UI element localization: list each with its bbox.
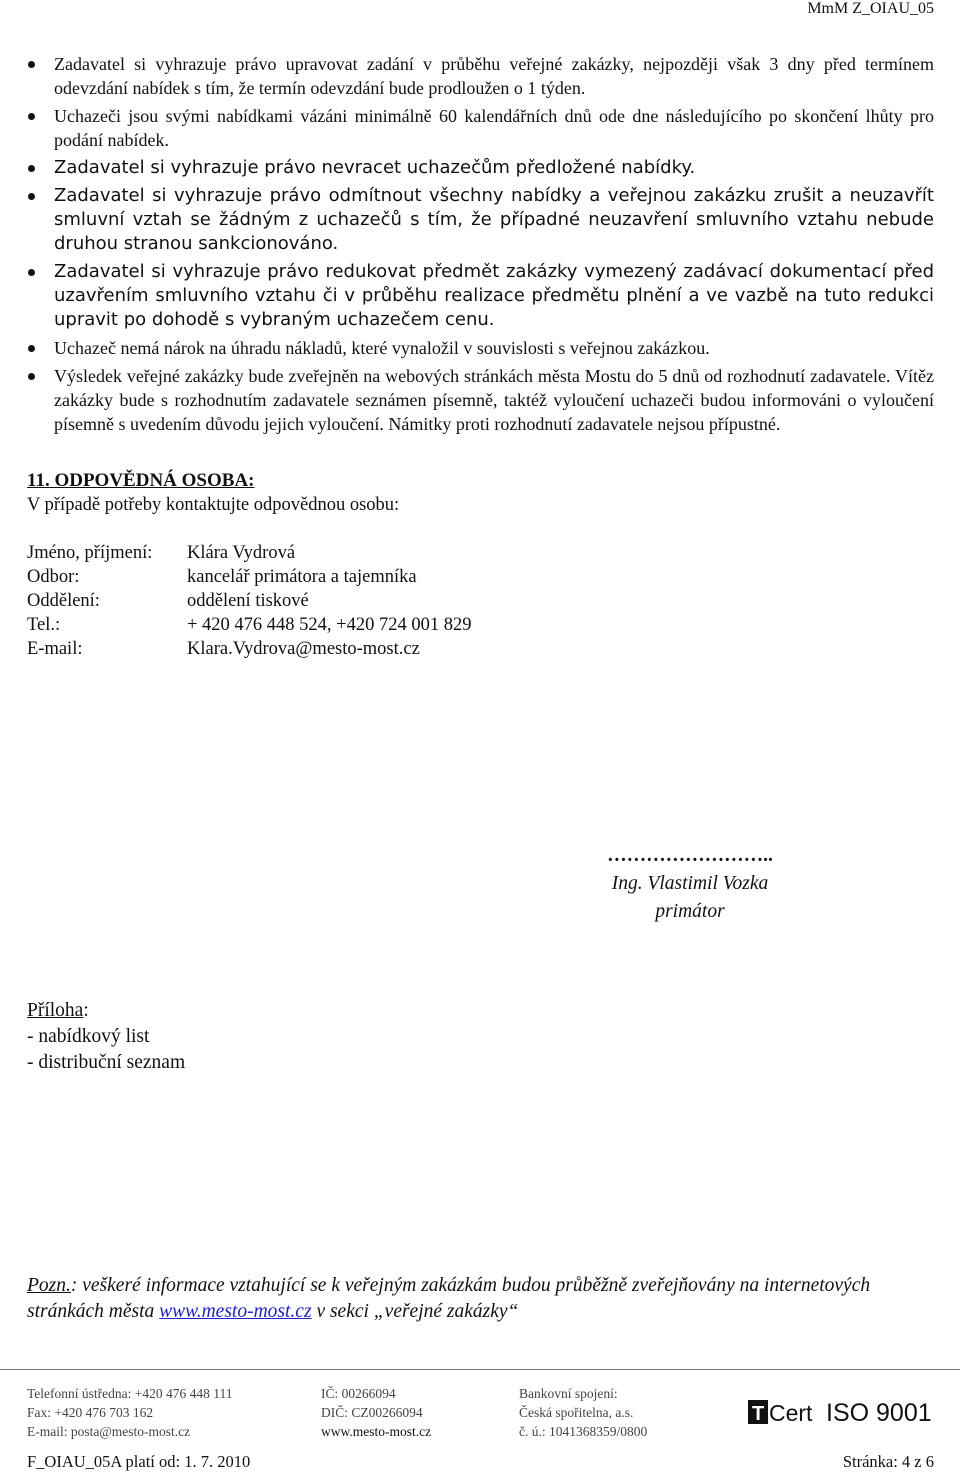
list-item [28, 184, 934, 256]
footer-phone: Telefonní ústředna: +420 476 448 111 [27, 1386, 233, 1401]
footer-fax: Fax: +420 476 703 162 [27, 1405, 154, 1420]
footer-email[interactable]: E-mail: posta@mesto-most.cz [27, 1424, 191, 1439]
signature-block [540, 842, 840, 926]
footer-id-column [321, 1384, 431, 1441]
bullet-icon [28, 269, 35, 276]
list-item [28, 52, 934, 100]
contact-email[interactable]: Klara.Vydrova@mesto-most.cz [187, 639, 420, 659]
footer-dic: DIČ: CZ00266094 [321, 1405, 423, 1420]
list-item-text: Zadavatel si vyhrazuje právo upravovat zadání v průběhu veřejné zakázky, nejpozději však 3 dny před termínem odevzdání nabídek s tím, že termín odevzdání bude prodloužen o 1 týden. [54, 54, 934, 98]
document-code: MmM Z_OIAU_05 [807, 0, 934, 17]
list-item-text: Zadavatel si vyhrazuje právo odmítnout všechny nabídky a veřejnou zakázku zrušit a neuzavřít smluvní vztah se žádným z uchazečů s tím, že případné neuzavření smluvního vztahu nebude druhou stranou sankcionováno. [54, 185, 934, 254]
table-row [27, 613, 472, 637]
footer-account: č. ú.: 1041368359/0800 [519, 1424, 648, 1439]
contact-value: kancelář primátora a tajemníka [187, 567, 417, 587]
attachments [27, 998, 185, 1076]
note-tail: v sekci „veřejné zakázky“ [311, 1301, 519, 1322]
footer-contact-column [27, 1384, 233, 1441]
logo-iso-text: ISO 9001 [826, 1399, 932, 1426]
footer-website[interactable]: www.mesto-most.cz [321, 1424, 432, 1439]
contact-label: Oddělení: [27, 591, 100, 611]
table-row [27, 589, 472, 613]
footer-ico: IČ: 00266094 [321, 1386, 396, 1401]
note-lead: Pozn. [27, 1275, 71, 1296]
list-item-text: Zadavatel si vyhrazuje právo nevracet uchazečům předložené nabídky. [54, 157, 696, 178]
list-item-text: Uchazeč nemá nárok na úhradu nákladů, které vynaložil v souvislosti s veřejnou zakázkou. [54, 338, 710, 358]
conditions-list [28, 52, 934, 440]
list-item [28, 364, 934, 436]
website-link[interactable]: www.mesto-most.cz [159, 1301, 312, 1322]
contact-label: Odbor: [27, 567, 80, 587]
section-intro: V případě potřeby kontaktujte odpovědnou osobu: [27, 495, 400, 515]
list-item-text: Zadavatel si vyhrazuje právo redukovat předmět zakázky vymezený zadávací dokumentací před uzavřením smluvního vztahu či v průběhu realizace předmětu plnění a ve vazbě na tuto redukci upravit po dohodě s vybraným uchazečem cenu. [54, 261, 934, 330]
attachment-item: - distribuční seznam [27, 1052, 186, 1073]
attachments-label: Příloha [27, 1000, 84, 1021]
list-item [28, 156, 934, 180]
bullet-icon [28, 345, 35, 352]
signatory-name: Ing. Vlastimil Vozka [611, 873, 769, 894]
svg-text:T: T [752, 1403, 765, 1425]
list-item [28, 104, 934, 152]
section-title: ODPOVĚDNÁ OSOBA: [54, 470, 255, 491]
list-item-text: Uchazeči jsou svými nabídkami vázáni minimálně 60 kalendářních dnů ode dne následujícího po skončení lhůty pro podání nabídek. [54, 106, 934, 150]
contact-value: oddělení tiskové [187, 591, 309, 611]
bullet-icon [28, 193, 35, 200]
contact-table [27, 541, 472, 661]
contact-value: + 420 476 448 524, +420 724 001 829 [187, 615, 472, 635]
page-number: Stránka: 4 z 6 [842, 1452, 934, 1471]
bullet-icon [28, 165, 35, 172]
signatory-role: primátor [655, 901, 725, 922]
list-item [28, 336, 934, 360]
contact-label: Jméno, příjmení: [27, 543, 153, 563]
bullet-icon [28, 373, 35, 380]
tcert-iso-logo [748, 1398, 932, 1426]
table-row [27, 541, 472, 565]
list-item-text: Výsledek veřejné zakázky bude zveřejněn na webových stránkách města Mostu do 5 dnů od rozhodnutí zadavatele. Vítěz zakázky bude s rozhodnutím zadavatele seznámen písemně, taktéž vyloučení uchazeči budou informováni o vyloučení písemně s uvedením důvodu jejich vyloučení. Námitky proti rozhodnutí zadavatele nejsou přípustné. [54, 366, 934, 434]
bullet-icon [28, 61, 35, 68]
contact-label: Tel.: [27, 615, 61, 635]
attachments-colon: : [83, 1000, 89, 1021]
footer-divider [0, 1369, 960, 1370]
contact-value: Klára Vydrová [187, 543, 296, 563]
list-item [28, 260, 934, 332]
note-text: : veškeré informace vztahující se k veřejným zakázkám budou průběžně zveřejňovány na internetových stránkách města [27, 1275, 871, 1322]
svg-text:Cert: Cert [769, 1400, 813, 1426]
attachment-item: - nabídkový list [27, 1026, 150, 1047]
table-row [27, 565, 472, 589]
footer-bank-column [519, 1384, 647, 1441]
table-row [27, 637, 472, 661]
note [27, 1273, 927, 1325]
section-heading [27, 470, 255, 492]
bullet-icon [28, 113, 35, 120]
footer-bank-name: Česká spořitelna, a.s. [519, 1405, 634, 1420]
section-number: 11. [27, 470, 50, 491]
form-validity: F_OIAU_05A platí od: 1. 7. 2010 [27, 1452, 251, 1471]
footer-bank-label: Bankovní spojení: [519, 1386, 618, 1401]
signature-line: …………………….. [607, 845, 773, 866]
contact-label: E-mail: [27, 639, 83, 659]
